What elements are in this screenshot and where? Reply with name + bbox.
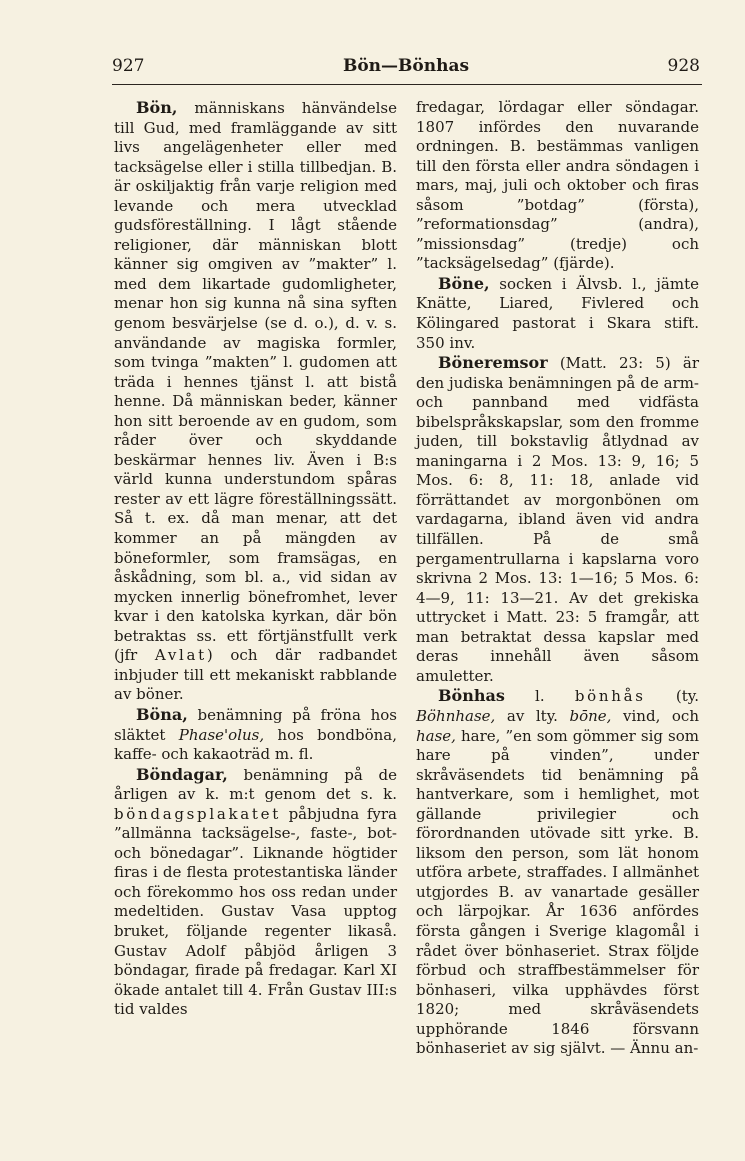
entry-bonhas-text: l. <box>504 687 575 706</box>
entry-bonhas-italic-1: Böhnhase, <box>416 706 496 725</box>
entry-bonhas-italic-3: hase, <box>416 726 456 745</box>
entry-bondagar-text-2: påbjudna fyra ”allmänna tacksägelse-, faste-, bot- och bönedagar”. Liknande högtider firas i de flesta protestantiska länder och förekommo hos oss redan under medeltiden. Gustav Vasa upptog bruket, följande regenter likaså. Gustav Adolf påbjöd årligen 3 böndagar, firade på fredagar. Karl XI ökade antalet till 4. Från Gustav III:s tid valdes <box>114 804 397 1019</box>
entry-bonhas-italic-2: bōne, <box>569 706 612 725</box>
entry-bonhas-text-2: (ty. <box>645 687 699 706</box>
entry-bon-text-2: ) och där radbandet inbjuder till ett mekaniskt rabblande av böner. <box>114 646 397 704</box>
header-rule <box>112 84 702 85</box>
right-column <box>416 98 699 1059</box>
headword-bonhas: Bönhas <box>438 686 505 706</box>
headword-bone: Böne, <box>438 273 490 293</box>
headword-bondagar: Böndagar, <box>136 764 228 784</box>
running-head: Bön—Bönhas <box>342 56 470 76</box>
entry-boneremsor <box>416 353 699 686</box>
entry-bondagar <box>114 765 397 1020</box>
entry-bonhas-text-4: vind, och <box>611 706 699 725</box>
left-column <box>114 98 397 1020</box>
entry-bondagar-spaced: böndagsplakatet <box>114 804 281 823</box>
entry-boneremsor-text: (Matt. 23: 5) är den judiska benämningen på de arm- och pannband med vidfästa bibelspråkskapslar, som den fromme juden, till bokstavlig åtlydnad av maningarna i 2 Mos. 13: 9, 16; 5 Mos. 6: 8, 11: 18, anlade vid förrättandet av morgonbönen om vardagarna, ibland även vid andra tillfällen. På de små pergamentrullarna i kapslarna voro skrivna 2 Mos. 13: 1—16; 5 Mos. 6: 4—9, 11: 13—21. Av det grekiska uttrycket i Matt. 23: 5 framgår, att man betraktat dessa kapslar med deras innehåll även såsom amuletter. <box>416 354 699 685</box>
entry-bondagar-continued: fredagar, lördagar eller söndagar. 1807 infördes den nuvarande ordningen. B. bestämmas vanligen till den första eller andra söndagen i mars, maj, juli och oktober och firas såsom ”botdag” (första), ”reformationsdag” (andra), ”missionsdag” (tredje) och ”tacksägelsedag” (fjärde). <box>416 98 699 273</box>
entry-bonhas-text-3: av lty. <box>495 706 570 725</box>
headword-boneremsor: Böneremsor <box>438 353 548 373</box>
entry-bonhas <box>416 686 699 1058</box>
entry-bonhas-spaced: bönhås <box>574 687 646 706</box>
entry-bone-text: socken i Älvsb. l., jämte Knätte, Liared, Fivlered och Kölingared pastorat i Skara stift. 350 inv. <box>416 274 699 352</box>
page-header <box>112 56 700 80</box>
entry-bone <box>416 274 699 353</box>
entry-bon-spaced: Avlat <box>154 646 207 665</box>
entry-bon <box>114 98 397 705</box>
page-number-left: 927 <box>112 56 145 76</box>
headword-bona: Böna, <box>136 704 188 724</box>
page-number-right: 928 <box>667 56 700 76</box>
entry-bonhas-text-5: hare, ”en som gömmer sig som hare på vinden”, under skråväsendets tid benämning på hantverkare, som i hemlighet, mot gällande privilegier och förordnanden utövade sitt yrke. B. liksom den person, som lät honom utföra arbete, straffades. I allmänhet utgjordes B. av vanartade gesäller och lärpojkar. År 1636 anfördes första gången i Sverige klagomål i rådet över bönhaseriet. Strax följde förbud och straffbestämmelser för bönhaseri, vilka upphävdes först 1820; med skråväsendets upphörande 1846 försvann bönhaseriet av sig självt. — Ännu an- <box>416 726 699 1058</box>
entry-bona-text-2: hos bondböna, kaffe- och kakaoträd m. fl. <box>114 725 398 764</box>
entry-bon-text: människans hänvändelse till Gud, med framläggande av sitt livs angelägenheter eller med tacksägelse eller i stilla tillbedjan. B. är oskiljaktig från varje religion med levande och mera utvecklad gudsföreställning. I lågt stående religioner, där människan blott känner sig omgiven av ”makter” l. med dem likartade gudomligheter, menar hon sig kunna nå sina syften genom besvärjelse (se d. o.), d. v. s. användande av magiska formler, som tvinga ”makten” l. gudomen att träda i hennes tjänst l. att bistå henne. Då människan beder, känner hon sitt beroende av en gudom, som råder över och skyddande beskärmar hennes liv. Även i B:s värld kunna understundom spåras rester av ett lägre föreställningssätt. Så t. ex. då man menar, att det kommer an på mängden av böneformler, som framsägas, en åskådning, som bl. a., vid sidan av mycken innerlig bönefromhet, lever kvar i den katolska kyrkan, där bön betraktas ss. ett förtjänstfullt verk (jfr <box>114 99 397 665</box>
entry-bona-text: benämning på fröna hos släktet <box>114 705 397 744</box>
entry-bona <box>114 705 397 765</box>
entry-bondagar-text: benämning på de årligen av k. m:t genom det s. k. <box>114 765 397 804</box>
headword-bon: Bön, <box>136 98 178 117</box>
entry-bona-italic: Phase'olus, <box>178 725 265 744</box>
